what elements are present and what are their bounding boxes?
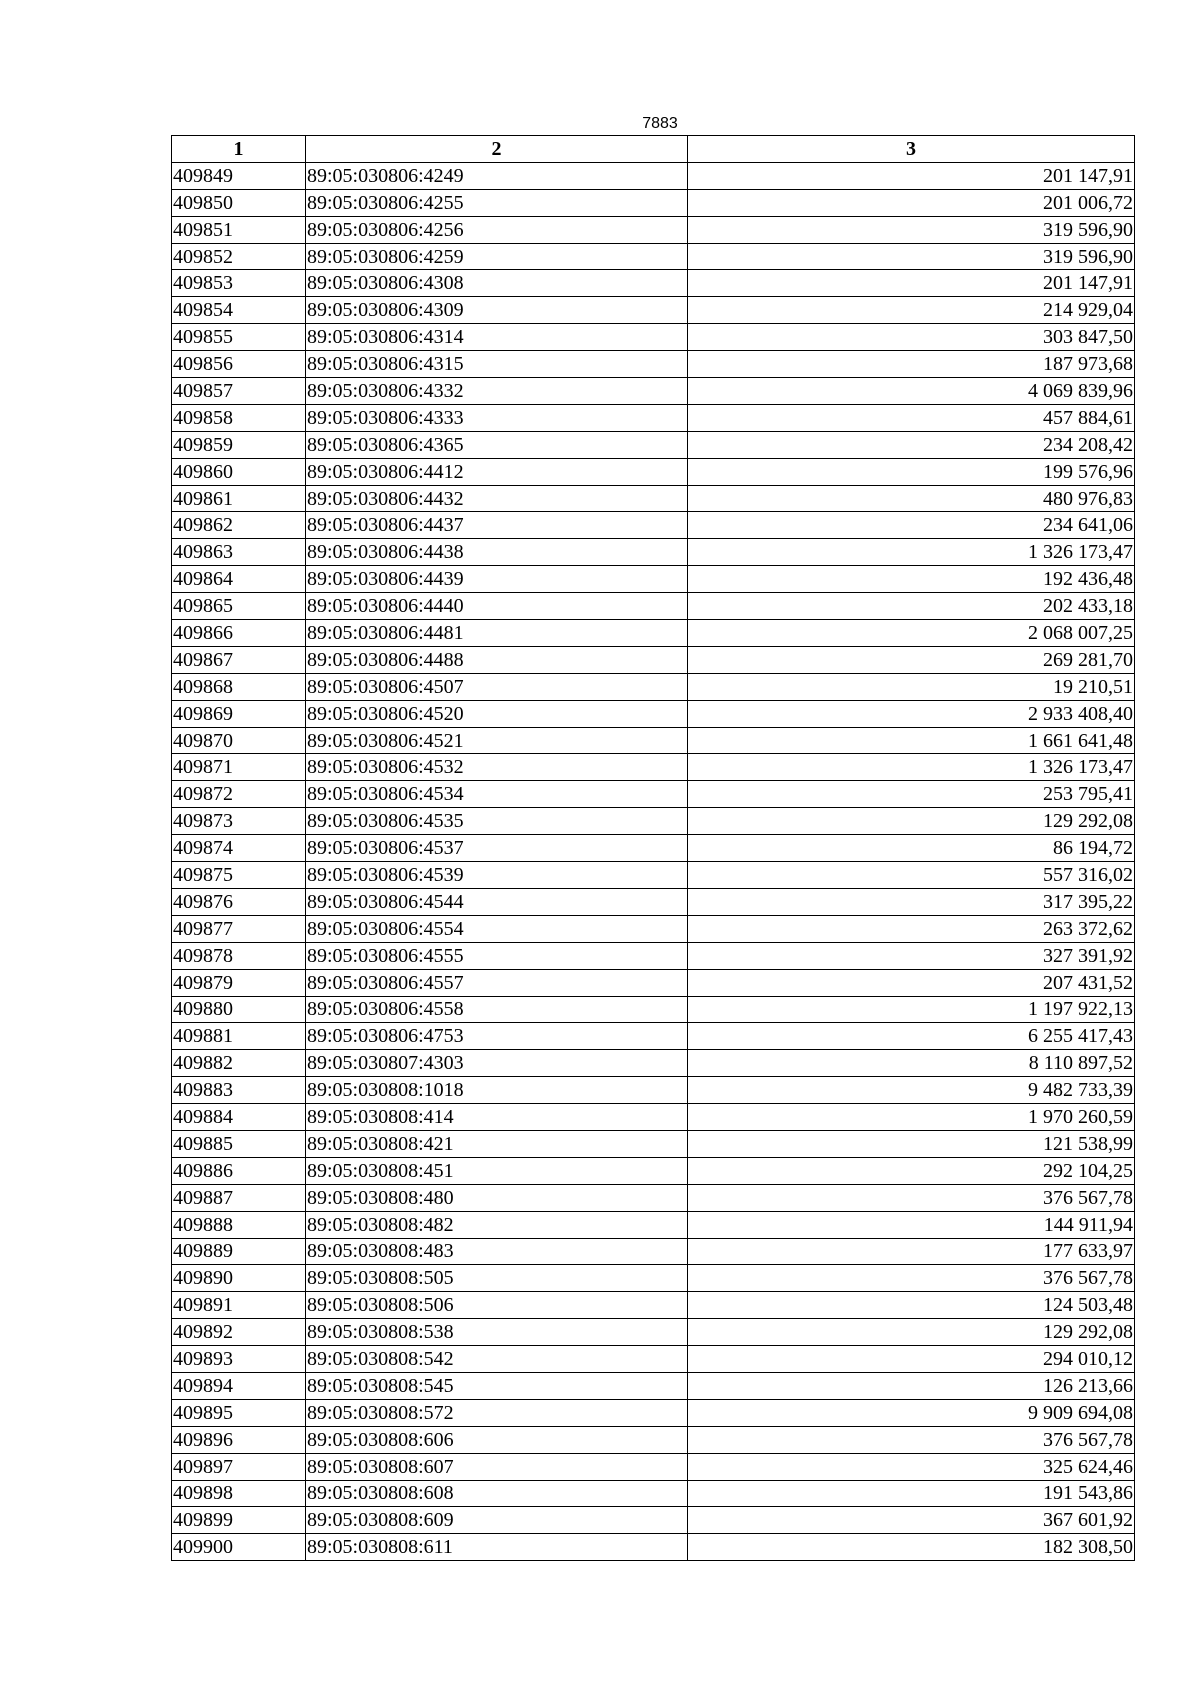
value-cell: 317 395,22	[688, 888, 1135, 915]
table-row	[172, 485, 1135, 512]
table-row	[172, 996, 1135, 1023]
row-number-cell: 409863	[172, 539, 306, 566]
row-number-cell: 409880	[172, 996, 306, 1023]
row-number-cell: 409850	[172, 189, 306, 216]
row-number-cell: 409872	[172, 781, 306, 808]
value-cell: 325 624,46	[688, 1453, 1135, 1480]
row-number-cell: 409867	[172, 646, 306, 673]
cadastral-number-cell: 89:05:030808:611	[306, 1534, 688, 1561]
row-number-cell: 409889	[172, 1238, 306, 1265]
row-number-cell: 409869	[172, 700, 306, 727]
value-cell: 201 147,91	[688, 270, 1135, 297]
value-cell: 253 795,41	[688, 781, 1135, 808]
value-cell: 327 391,92	[688, 942, 1135, 969]
value-cell: 263 372,62	[688, 915, 1135, 942]
cadastral-number-cell: 89:05:030807:4303	[306, 1050, 688, 1077]
cadastral-number-cell: 89:05:030806:4412	[306, 458, 688, 485]
table-row	[172, 808, 1135, 835]
column-header-3: 3	[688, 136, 1135, 163]
cadastral-number-cell: 89:05:030808:607	[306, 1453, 688, 1480]
table-row	[172, 216, 1135, 243]
table-row	[172, 1211, 1135, 1238]
row-number-cell: 409873	[172, 808, 306, 835]
row-number-cell: 409874	[172, 835, 306, 862]
value-cell: 294 010,12	[688, 1346, 1135, 1373]
cadastral-number-cell: 89:05:030806:4439	[306, 566, 688, 593]
value-cell: 144 911,94	[688, 1211, 1135, 1238]
page-number: 7883	[642, 115, 678, 132]
value-cell: 201 006,72	[688, 189, 1135, 216]
cadastral-number-cell: 89:05:030806:4544	[306, 888, 688, 915]
value-cell: 2 068 007,25	[688, 620, 1135, 647]
row-number-cell: 409893	[172, 1346, 306, 1373]
table-row	[172, 1265, 1135, 1292]
table-row	[172, 1050, 1135, 1077]
cadastral-number-cell: 89:05:030806:4558	[306, 996, 688, 1023]
table-row	[172, 378, 1135, 405]
value-cell: 367 601,92	[688, 1507, 1135, 1534]
value-cell: 319 596,90	[688, 243, 1135, 270]
cadastral-number-cell: 89:05:030806:4753	[306, 1023, 688, 1050]
value-cell: 9 909 694,08	[688, 1399, 1135, 1426]
table-row	[172, 1104, 1135, 1131]
cadastral-number-cell: 89:05:030808:1018	[306, 1077, 688, 1104]
row-number-cell: 409849	[172, 162, 306, 189]
table-row	[172, 1238, 1135, 1265]
row-number-cell: 409870	[172, 727, 306, 754]
table-row	[172, 620, 1135, 647]
table-row	[172, 324, 1135, 351]
value-cell: 191 543,86	[688, 1480, 1135, 1507]
header-row	[172, 136, 1135, 163]
table-row	[172, 1399, 1135, 1426]
row-number-cell: 409881	[172, 1023, 306, 1050]
table-row	[172, 1157, 1135, 1184]
row-number-cell: 409864	[172, 566, 306, 593]
value-cell: 457 884,61	[688, 404, 1135, 431]
value-cell: 376 567,78	[688, 1426, 1135, 1453]
value-cell: 201 147,91	[688, 162, 1135, 189]
row-number-cell: 409890	[172, 1265, 306, 1292]
cadastral-number-cell: 89:05:030806:4555	[306, 942, 688, 969]
cadastral-number-cell: 89:05:030808:572	[306, 1399, 688, 1426]
cadastral-number-cell: 89:05:030808:609	[306, 1507, 688, 1534]
cadastral-number-cell: 89:05:030808:545	[306, 1372, 688, 1399]
value-cell: 8 110 897,52	[688, 1050, 1135, 1077]
value-cell: 376 567,78	[688, 1265, 1135, 1292]
value-cell: 192 436,48	[688, 566, 1135, 593]
value-cell: 6 255 417,43	[688, 1023, 1135, 1050]
table-row	[172, 727, 1135, 754]
row-number-cell: 409879	[172, 969, 306, 996]
row-number-cell: 409888	[172, 1211, 306, 1238]
table-body	[172, 162, 1135, 1560]
cadastral-number-cell: 89:05:030808:606	[306, 1426, 688, 1453]
row-number-cell: 409895	[172, 1399, 306, 1426]
value-cell: 177 633,97	[688, 1238, 1135, 1265]
value-cell: 1 197 922,13	[688, 996, 1135, 1023]
row-number-cell: 409896	[172, 1426, 306, 1453]
cadastral-number-cell: 89:05:030806:4537	[306, 835, 688, 862]
value-cell: 319 596,90	[688, 216, 1135, 243]
row-number-cell: 409897	[172, 1453, 306, 1480]
row-number-cell: 409884	[172, 1104, 306, 1131]
column-header-2: 2	[306, 136, 688, 163]
row-number-cell: 409858	[172, 404, 306, 431]
table-row	[172, 1023, 1135, 1050]
row-number-cell: 409855	[172, 324, 306, 351]
table-row	[172, 1480, 1135, 1507]
table-row	[172, 1319, 1135, 1346]
row-number-cell: 409853	[172, 270, 306, 297]
table-row	[172, 512, 1135, 539]
table-row	[172, 673, 1135, 700]
value-cell: 121 538,99	[688, 1130, 1135, 1157]
cadastral-number-cell: 89:05:030806:4308	[306, 270, 688, 297]
cadastral-number-cell: 89:05:030806:4332	[306, 378, 688, 405]
row-number-cell: 409892	[172, 1319, 306, 1346]
cadastral-number-cell: 89:05:030806:4554	[306, 915, 688, 942]
cadastral-number-cell: 89:05:030806:4365	[306, 431, 688, 458]
cadastral-number-cell: 89:05:030808:608	[306, 1480, 688, 1507]
table-row	[172, 458, 1135, 485]
value-cell: 19 210,51	[688, 673, 1135, 700]
row-number-cell: 409876	[172, 888, 306, 915]
value-cell: 86 194,72	[688, 835, 1135, 862]
row-number-cell: 409894	[172, 1372, 306, 1399]
table-row	[172, 404, 1135, 431]
table-row	[172, 1184, 1135, 1211]
cadastral-number-cell: 89:05:030808:542	[306, 1346, 688, 1373]
table-row	[172, 243, 1135, 270]
row-number-cell: 409862	[172, 512, 306, 539]
column-header-1: 1	[172, 136, 306, 163]
cadastral-number-cell: 89:05:030808:482	[306, 1211, 688, 1238]
cadastral-number-cell: 89:05:030806:4333	[306, 404, 688, 431]
row-number-cell: 409859	[172, 431, 306, 458]
table-row	[172, 539, 1135, 566]
row-number-cell: 409891	[172, 1292, 306, 1319]
table-row	[172, 942, 1135, 969]
value-cell: 292 104,25	[688, 1157, 1135, 1184]
cadastral-number-cell: 89:05:030806:4437	[306, 512, 688, 539]
table-row	[172, 162, 1135, 189]
value-cell: 376 567,78	[688, 1184, 1135, 1211]
cadastral-number-cell: 89:05:030806:4520	[306, 700, 688, 727]
cadastral-number-cell: 89:05:030806:4521	[306, 727, 688, 754]
table-row	[172, 1453, 1135, 1480]
row-number-cell: 409857	[172, 378, 306, 405]
row-number-cell: 409851	[172, 216, 306, 243]
cadastral-number-cell: 89:05:030806:4534	[306, 781, 688, 808]
cadastral-number-cell: 89:05:030806:4255	[306, 189, 688, 216]
cadastral-number-cell: 89:05:030808:506	[306, 1292, 688, 1319]
value-cell: 303 847,50	[688, 324, 1135, 351]
table-row	[172, 1534, 1135, 1561]
table-row	[172, 700, 1135, 727]
table-row	[172, 1372, 1135, 1399]
value-cell: 182 308,50	[688, 1534, 1135, 1561]
cadastral-number-cell: 89:05:030806:4532	[306, 754, 688, 781]
row-number-cell: 409854	[172, 297, 306, 324]
table-row	[172, 754, 1135, 781]
table-row	[172, 1077, 1135, 1104]
row-number-cell: 409883	[172, 1077, 306, 1104]
value-cell: 129 292,08	[688, 808, 1135, 835]
cadastral-number-cell: 89:05:030808:483	[306, 1238, 688, 1265]
row-number-cell: 409861	[172, 485, 306, 512]
value-cell: 1 326 173,47	[688, 539, 1135, 566]
row-number-cell: 409865	[172, 593, 306, 620]
row-number-cell: 409860	[172, 458, 306, 485]
row-number-cell: 409882	[172, 1050, 306, 1077]
table-row	[172, 646, 1135, 673]
cadastral-number-cell: 89:05:030806:4432	[306, 485, 688, 512]
table-row	[172, 1426, 1135, 1453]
row-number-cell: 409852	[172, 243, 306, 270]
cadastral-number-cell: 89:05:030806:4314	[306, 324, 688, 351]
value-cell: 9 482 733,39	[688, 1077, 1135, 1104]
table-row	[172, 189, 1135, 216]
row-number-cell: 409868	[172, 673, 306, 700]
table-row	[172, 1507, 1135, 1534]
row-number-cell: 409871	[172, 754, 306, 781]
cadastral-number-cell: 89:05:030808:414	[306, 1104, 688, 1131]
value-cell: 1 326 173,47	[688, 754, 1135, 781]
table-row	[172, 969, 1135, 996]
row-number-cell: 409899	[172, 1507, 306, 1534]
value-cell: 187 973,68	[688, 351, 1135, 378]
cadastral-number-cell: 89:05:030806:4309	[306, 297, 688, 324]
value-cell: 214 929,04	[688, 297, 1135, 324]
value-cell: 1 661 641,48	[688, 727, 1135, 754]
table-row	[172, 1130, 1135, 1157]
row-number-cell: 409886	[172, 1157, 306, 1184]
row-number-cell: 409885	[172, 1130, 306, 1157]
table-row	[172, 1292, 1135, 1319]
row-number-cell: 409900	[172, 1534, 306, 1561]
row-number-cell: 409875	[172, 862, 306, 889]
table-row	[172, 270, 1135, 297]
value-cell: 557 316,02	[688, 862, 1135, 889]
cadastral-number-cell: 89:05:030806:4256	[306, 216, 688, 243]
cadastral-number-cell: 89:05:030806:4488	[306, 646, 688, 673]
cadastral-number-cell: 89:05:030806:4557	[306, 969, 688, 996]
registry-table	[171, 135, 1135, 1561]
table-row	[172, 566, 1135, 593]
value-cell: 129 292,08	[688, 1319, 1135, 1346]
cadastral-number-cell: 89:05:030806:4535	[306, 808, 688, 835]
value-cell: 234 208,42	[688, 431, 1135, 458]
cadastral-number-cell: 89:05:030808:505	[306, 1265, 688, 1292]
cadastral-number-cell: 89:05:030806:4539	[306, 862, 688, 889]
value-cell: 1 970 260,59	[688, 1104, 1135, 1131]
row-number-cell: 409878	[172, 942, 306, 969]
value-cell: 207 431,52	[688, 969, 1135, 996]
cadastral-number-cell: 89:05:030808:451	[306, 1157, 688, 1184]
cadastral-number-cell: 89:05:030806:4315	[306, 351, 688, 378]
table-row	[172, 431, 1135, 458]
table-row	[172, 593, 1135, 620]
value-cell: 199 576,96	[688, 458, 1135, 485]
table-header	[172, 136, 1135, 163]
cadastral-number-cell: 89:05:030808:480	[306, 1184, 688, 1211]
table-row	[172, 862, 1135, 889]
value-cell: 234 641,06	[688, 512, 1135, 539]
cadastral-number-cell: 89:05:030808:421	[306, 1130, 688, 1157]
value-cell: 202 433,18	[688, 593, 1135, 620]
table-row	[172, 835, 1135, 862]
row-number-cell: 409887	[172, 1184, 306, 1211]
table-row	[172, 297, 1135, 324]
row-number-cell: 409898	[172, 1480, 306, 1507]
row-number-cell: 409856	[172, 351, 306, 378]
table-row	[172, 888, 1135, 915]
value-cell: 126 213,66	[688, 1372, 1135, 1399]
value-cell: 124 503,48	[688, 1292, 1135, 1319]
table-row	[172, 915, 1135, 942]
value-cell: 2 933 408,40	[688, 700, 1135, 727]
row-number-cell: 409877	[172, 915, 306, 942]
cadastral-number-cell: 89:05:030806:4507	[306, 673, 688, 700]
table-row	[172, 1346, 1135, 1373]
cadastral-number-cell: 89:05:030806:4481	[306, 620, 688, 647]
cadastral-number-cell: 89:05:030806:4440	[306, 593, 688, 620]
row-number-cell: 409866	[172, 620, 306, 647]
cadastral-number-cell: 89:05:030806:4249	[306, 162, 688, 189]
cadastral-number-cell: 89:05:030806:4438	[306, 539, 688, 566]
table-row	[172, 351, 1135, 378]
cadastral-number-cell: 89:05:030808:538	[306, 1319, 688, 1346]
value-cell: 4 069 839,96	[688, 378, 1135, 405]
table-row	[172, 781, 1135, 808]
cadastral-number-cell: 89:05:030806:4259	[306, 243, 688, 270]
value-cell: 480 976,83	[688, 485, 1135, 512]
value-cell: 269 281,70	[688, 646, 1135, 673]
